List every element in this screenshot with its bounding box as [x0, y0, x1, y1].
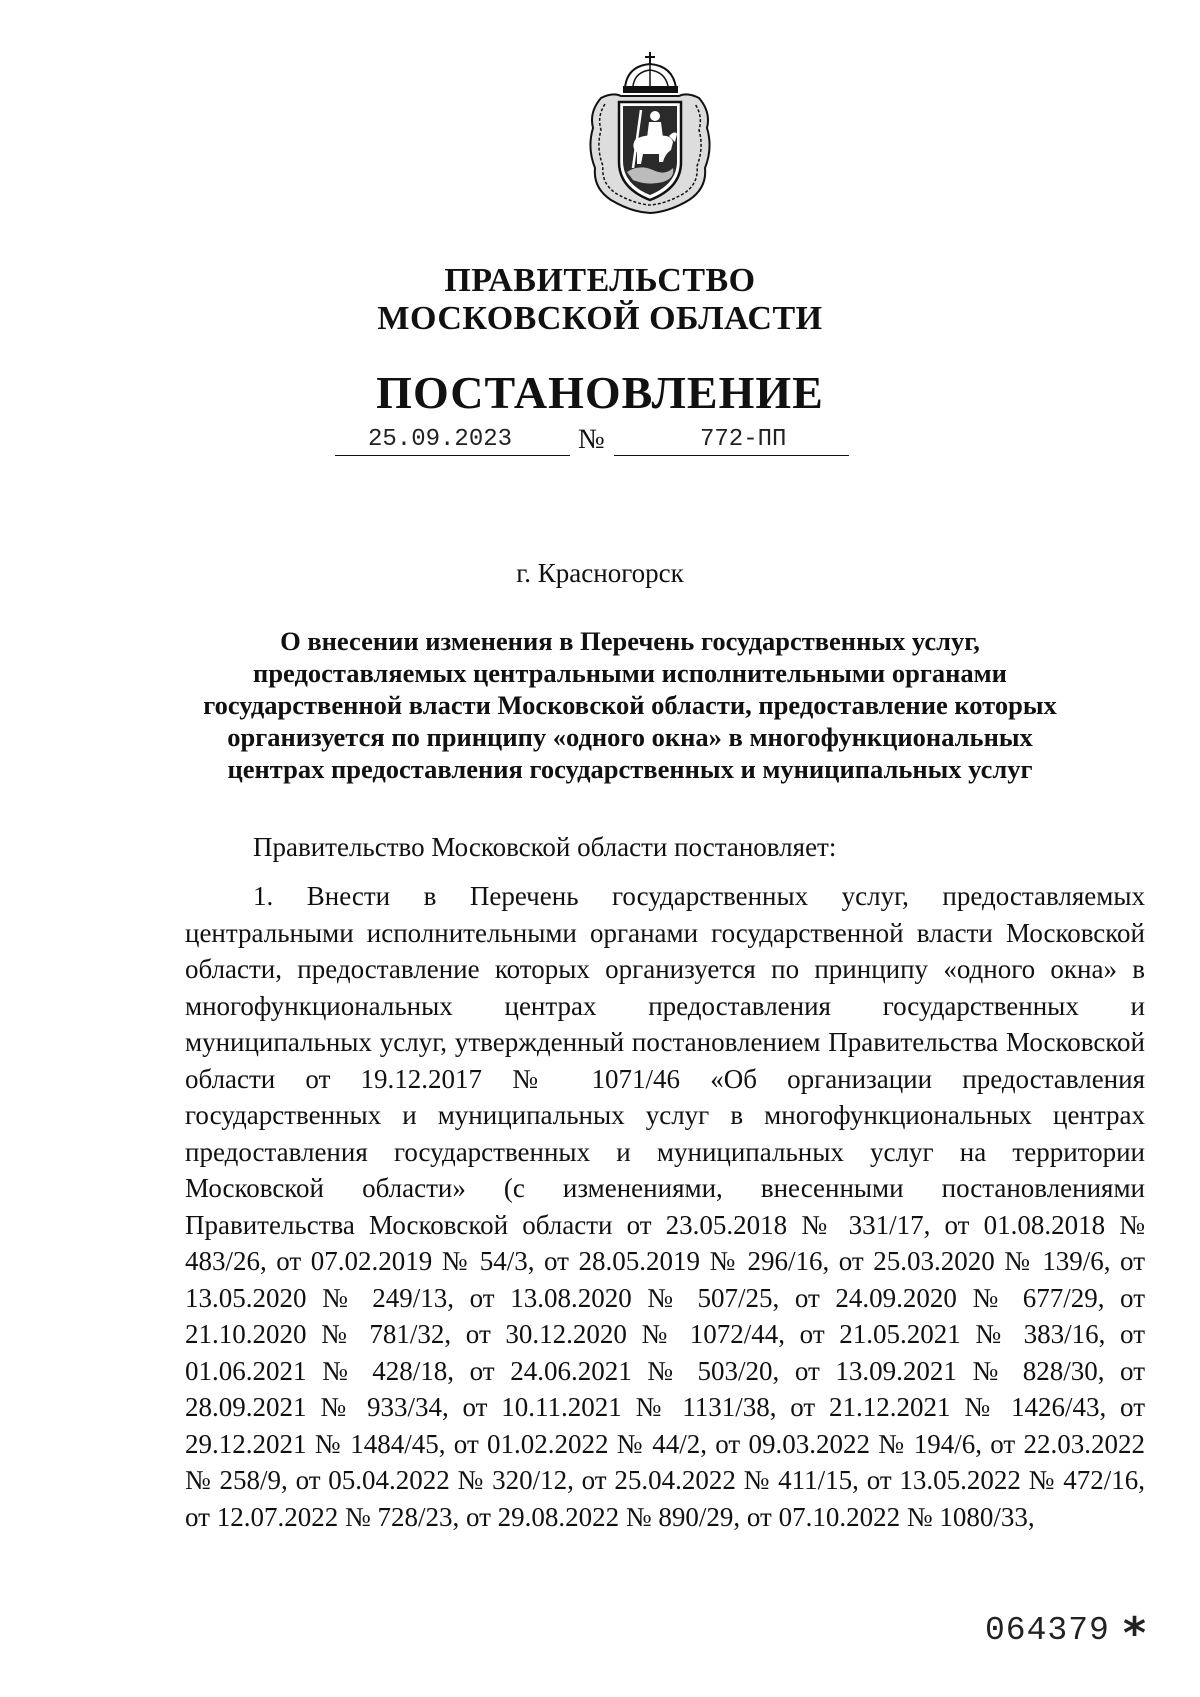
coat-of-arms-icon — [583, 50, 718, 215]
document-type-title: ПОСТАНОВЛЕНИЕ — [376, 367, 824, 418]
document-date: 25.09.2023 — [368, 426, 513, 453]
serial-mark: * — [1123, 1608, 1147, 1659]
number-underline — [614, 455, 849, 456]
government-name-line-2: МОСКОВСКОЙ ОБЛАСТИ — [377, 300, 823, 337]
serial-number: 064379 — [985, 1612, 1110, 1649]
document-number: 772-ПП — [700, 426, 787, 453]
intro-sentence: Правительство Московской области постановляет: — [253, 832, 837, 862]
paragraph-1: 1. Внести в Перечень государственных услуг, предоставляемых центральными исполнительными органами государственной власти Московской области, предоставление которых организуется по принципу «одного окна» в многофункциональных центрах предоставления государственных и муниципальных услуг, утвержденный постановлением Правительства Московской области от 19.12.2017 № 1071/46 «Об организации предоставления государственных и муниципальных услуг в многофункциональных центрах предоставления государственных и муниципальных услуг на территории Московской области» (с изменениями, внесенными постановлениями Правительства Московской области от 23.05.2018 № 331/17, от 01.08.2018 № 483/26, от 07.02.2019 № 54/3, от 28.05.2019 № 296/16, от 25.03.2020 № 139/6, от 13.05.2020 № 249/13, от 13.08.2020 № 507/25, от 24.09.2020 № 677/29, от 21.10.2020 № 781/32, от 30.12.2020 № 1072/44, от 21.05.2021 № 383/16, от 01.06.2021 № 428/18, от 24.06.2021 № 503/20, от 13.09.2021 № 828/30, от 28.09.2021 № 933/34, от 10.11.2021 № 1131/38, от 21.12.2021 № 1426/43, от 29.12.2021 № 1484/45, от 01.02.2022 № 44/2, от 09.03.2022 № 194/6, от 22.03.2022 № 258/9, от 05.04.2022 № 320/12, от 25.04.2022 № 411/15, от 13.05.2022 № 472/16, от 12.07.2022 № 728/23, от 29.08.2022 № 890/29, от 07.10.2022 № 1080/33, — [185, 881, 1145, 1532]
number-sign: № — [578, 424, 605, 455]
document-subject: О внесении изменения в Перечень государственных услуг, предоставляемых центральными исполнительными органами государственной власти Московской области, предоставление которых организуется по принципу «одного окна» в многофункциональных центрах предоставления государственных и муниципальных услуг — [203, 626, 1057, 784]
government-name-line-1: ПРАВИТЕЛЬСТВО — [444, 262, 756, 299]
city-name: г. Красногорск — [516, 558, 684, 588]
date-underline — [335, 455, 570, 456]
